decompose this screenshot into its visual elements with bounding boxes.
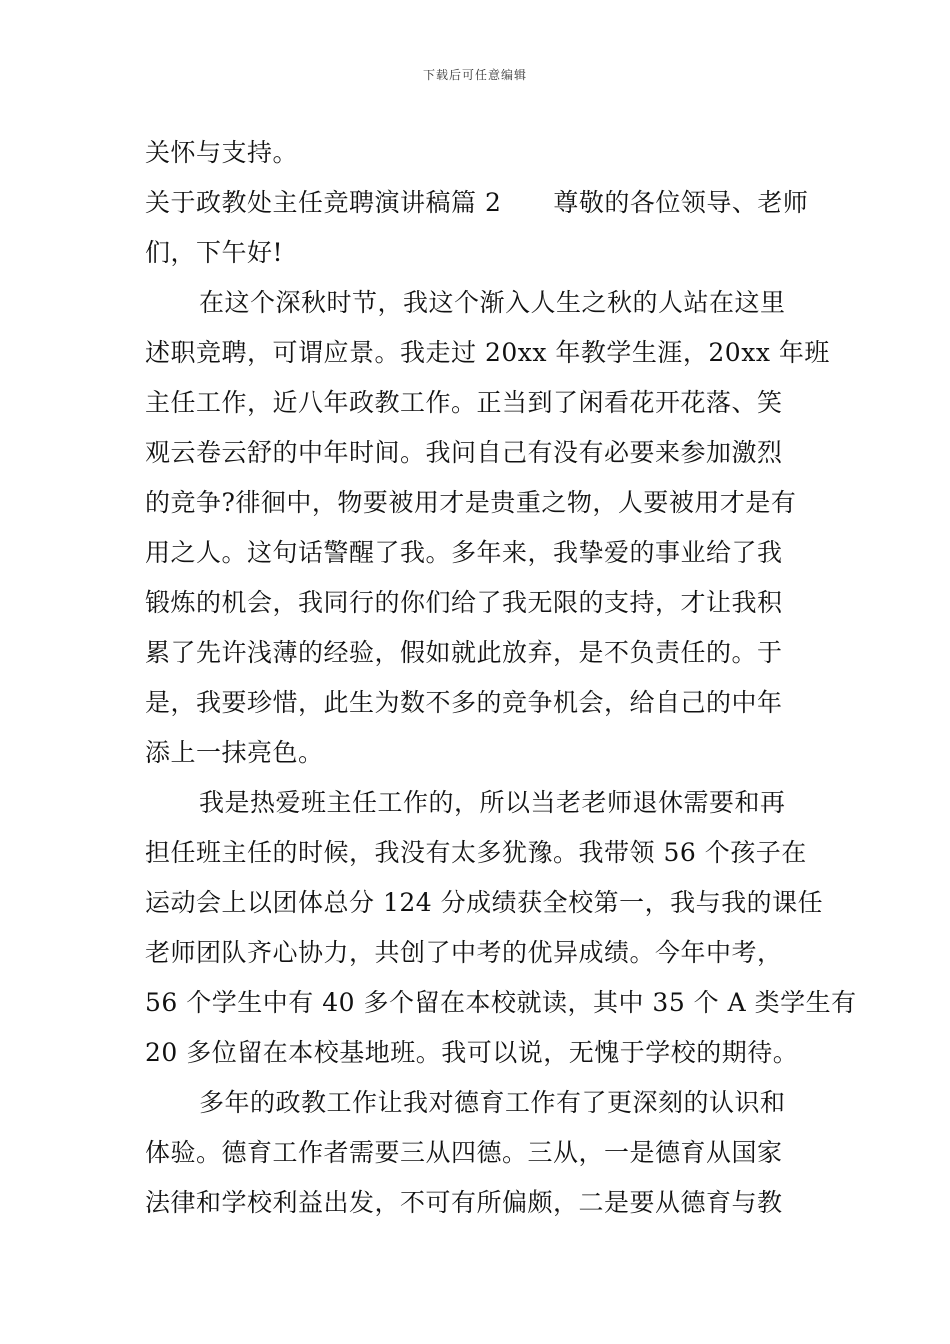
text-line: 关怀与支持。 — [145, 138, 299, 167]
text-line: 锻炼的机会，我同行的你们给了我无限的支持，才让我积 — [145, 588, 783, 617]
text-line: 56 个学生中有 40 多个留在本校就读，其中 35 个 A 类学生有 — [145, 988, 857, 1017]
text-line: 主任工作，近八年政教工作。正当到了闲看花开花落、笑 — [145, 388, 783, 417]
article-title: 关于政教处主任竞聘演讲稿篇 2 — [145, 188, 502, 217]
text-line: 累了先许浅薄的经验，假如就此放弃，是不负责任的。于 — [145, 638, 783, 667]
text-line: 法律和学校利益出发，不可有所偏颇，二是要从德育与教 — [145, 1188, 783, 1217]
text-line: 是，我要珍惜，此生为数不多的竞争机会，给自己的中年 — [145, 688, 783, 717]
text-line: 体验。德育工作者需要三从四德。三从，一是德育从国家 — [145, 1138, 783, 1167]
title-line — [145, 178, 825, 228]
text-line: 们，下午好! — [145, 238, 284, 267]
text-line: 担任班主任的时候，我没有太多犹豫。我带领 56 个孩子在 — [145, 838, 807, 867]
text-line: 的竞争?徘徊中，物要被用才是贵重之物，人要被用才是有 — [145, 488, 797, 517]
text-line: 用之人。这句话警醒了我。多年来，我挚爱的事业给了我 — [145, 538, 783, 567]
text-line: 观云卷云舒的中年时间。我问自己有没有必要来参加激烈 — [145, 438, 783, 467]
text-line: 老师团队齐心协力，共创了中考的优异成绩。今年中考， — [145, 938, 783, 967]
text-line: 添上一抹亮色。 — [145, 738, 324, 767]
paragraph-start-line: 在这个深秋时节，我这个渐入人生之秋的人站在这里 — [199, 288, 786, 317]
paragraph-start-line: 多年的政教工作让我对德育工作有了更深刻的认识和 — [199, 1088, 786, 1117]
text-line: 述职竞聘，可谓应景。我走过 20xx 年教学生涯，20xx 年班 — [145, 338, 830, 367]
document-body — [145, 128, 857, 1228]
salutation: 尊敬的各位领导、老师 — [553, 188, 809, 217]
text-line: 20 多位留在本校基地班。我可以说，无愧于学校的期待。 — [145, 1038, 799, 1067]
paragraph-start-line: 我是热爱班主任工作的，所以当老老师退休需要和再 — [199, 788, 786, 817]
page-header-note: 下载后可任意编辑 — [422, 68, 527, 82]
text-line: 运动会上以团体总分 124 分成绩获全校第一，我与我的课任 — [145, 888, 824, 917]
